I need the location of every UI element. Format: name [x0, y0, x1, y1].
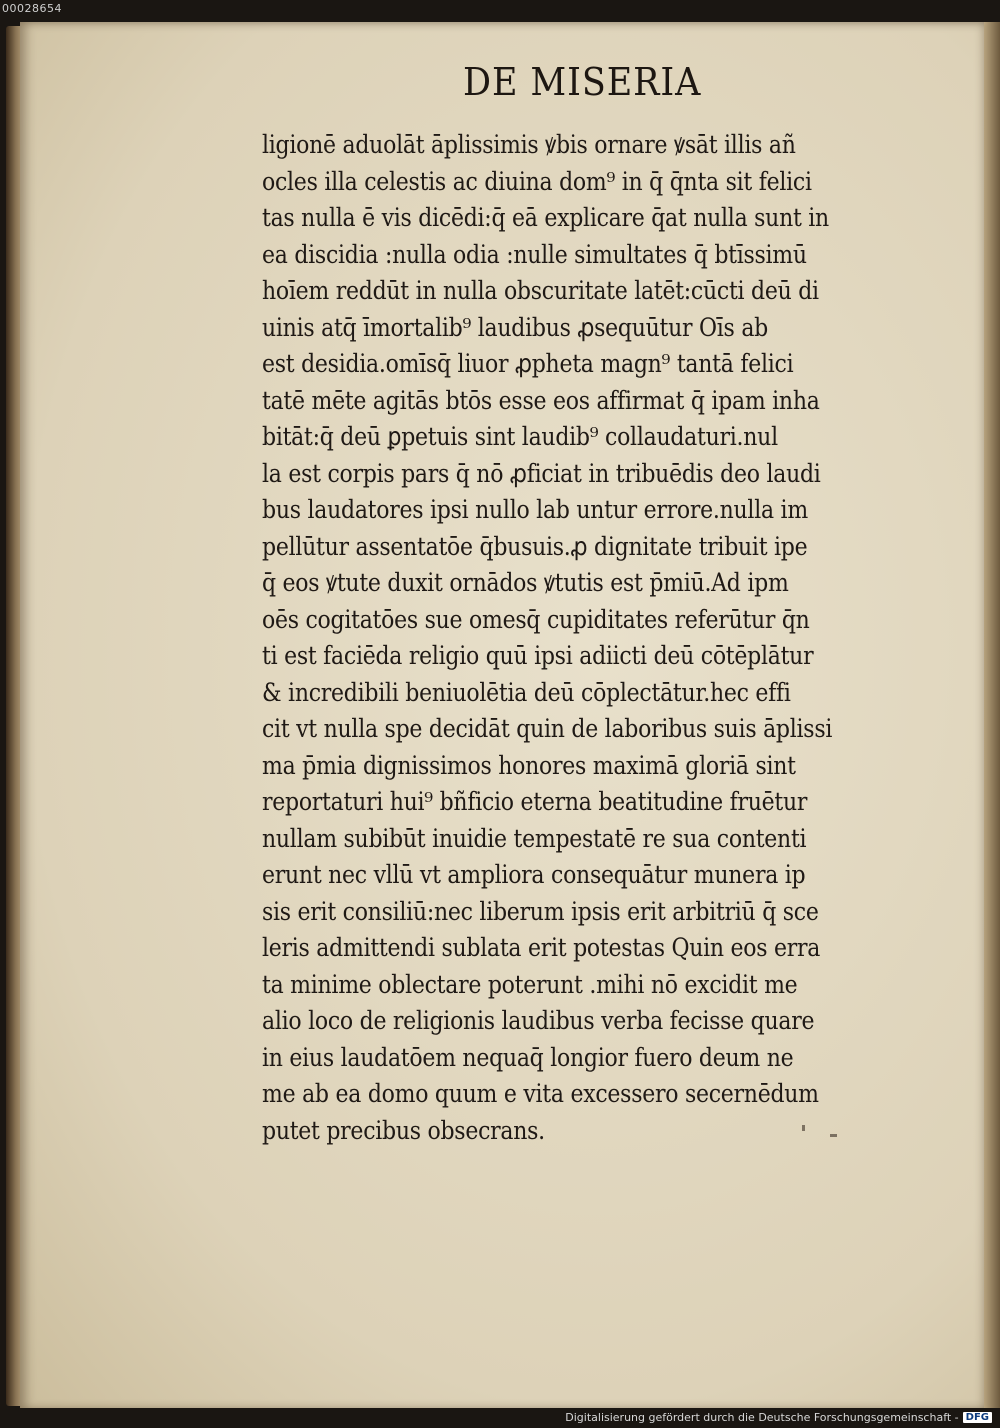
dfg-logo-icon: DFG — [963, 1412, 992, 1423]
ink-mark — [830, 1134, 837, 1137]
text-line: hoīem reddūt in nulla obscuritate latēt:cūcti deū di — [262, 276, 819, 305]
footer-credit-text: Digitalisierung gefördert durch die Deutsche Forschungsgemeinschaft - — [565, 1411, 959, 1424]
text-line: bus laudatores ipsi nullo lab untur errore.nulla im — [262, 495, 808, 524]
text-line: alio loco de religionis laudibus verba fecisse quare — [262, 1006, 815, 1035]
text-line: me ab ea domo quum e vita excessero secernēdum — [262, 1079, 819, 1108]
text-line: ma p̄mia dignissimos honores maximā gloriā sint — [262, 750, 796, 780]
text-line: ta minime oblectare poterunt .mihi nō excidit me — [262, 969, 798, 999]
text-line: ligionē aduolāt āplissimis ꝟbis ornare ꝟsāt illis añ — [262, 130, 796, 159]
scan-id-label: 00028654 — [2, 2, 62, 15]
running-head: DE MISERIA — [463, 60, 702, 104]
body-text — [262, 127, 952, 1149]
text-line: sis erit consiliū:nec liberum ipsis erit arbitriū q̄ sce — [262, 896, 819, 926]
text-line: tas nulla ē vis dicēdi:q̄ eā explicare q̄at nulla sunt in — [262, 203, 829, 232]
ink-mark — [802, 1125, 805, 1131]
text-line: tatē mēte agitās btōs esse eos affirmat q̄ ipam inha — [262, 385, 820, 415]
text-line: la est corpis pars q̄ nō ꝓficiat in tribuēdis deo laudi — [262, 458, 821, 488]
text-line: ea discidia :nulla odia :nulle simultates q̄ btīssimū — [262, 239, 807, 269]
text-line: pellūtur assentatōe q̄busuis.ꝓ dignitate tribuit ipe — [262, 531, 808, 561]
text-line: oēs cogitatōes sue omesq̄ cupiditates referūtur q̄n — [262, 604, 810, 634]
text-line: leris admittendi sublata erit potestas Quin eos erra — [262, 933, 821, 962]
text-line: & incredibili beniuolētia deū cōplectātur.hec effi — [262, 677, 791, 707]
text-line: in eius laudatōem nequaq̄ longior fuero deum ne — [262, 1042, 794, 1072]
text-line: nullam subibūt inuidie tempestatē re sua contenti — [262, 823, 807, 853]
text-line: reportaturi hui⁹ bñficio eterna beatitudine fruētur — [262, 787, 808, 816]
footer-credit — [565, 1411, 992, 1424]
text-line: ocles illa celestis ac diuina dom⁹ in q̄ q̄nta sit felici — [262, 166, 812, 196]
text-line: erunt nec vllū vt ampliora consequātur munera ip — [262, 860, 806, 889]
text-line: cit vt nulla spe decidāt quin de laboribus suis āplissi — [262, 714, 833, 743]
text-line: ti est faciēda religio quū ipsi adiicti deū cōtēplātur — [262, 641, 814, 670]
page-edge-right — [984, 22, 1000, 1410]
text-line: putet precibus obsecrans. — [262, 1115, 545, 1145]
text-line: q̄ eos ꝟtute duxit ornādos ꝟtutis est p̄miū.Ad ipm — [262, 568, 789, 597]
text-line: uinis atq̄ īmortalib⁹ laudibus ꝓsequūtur Oīs ab — [262, 312, 768, 342]
text-line: est desidia.omīsq̄ liuor ꝓpheta magn⁹ tantā felici — [262, 349, 794, 378]
text-line: bitāt:q̄ deū ꝑpetuis sint laudib⁹ collaudaturi.nul — [262, 422, 778, 451]
